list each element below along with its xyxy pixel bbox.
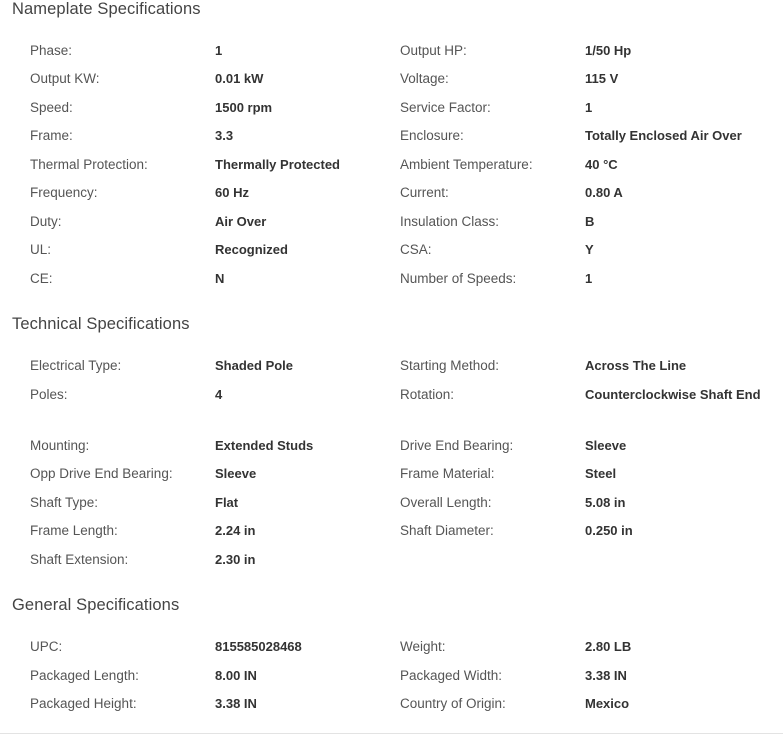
spec-value: Recognized xyxy=(215,242,288,257)
spec-row xyxy=(0,125,783,151)
spec-value: 2.80 LB xyxy=(585,639,632,654)
spec-value: 1 xyxy=(585,271,593,286)
spec-label: Drive End Bearing: xyxy=(400,438,514,453)
spec-value: Air Over xyxy=(215,214,267,229)
spec-value: 3.3 xyxy=(215,128,234,143)
spec-row xyxy=(0,636,783,662)
spec-value: 0.01 kW xyxy=(215,71,264,86)
spec-label: Overall Length: xyxy=(400,495,492,510)
spec-label: Rotation: xyxy=(400,387,455,402)
spec-label: Speed: xyxy=(30,100,73,115)
spec-value: B xyxy=(585,214,595,229)
spec-label: Starting Method: xyxy=(400,358,500,373)
spec-row xyxy=(0,40,783,66)
spec-label: Phase: xyxy=(30,43,73,58)
spec-value: Steel xyxy=(585,466,617,481)
spec-label: Electrical Type: xyxy=(30,358,122,373)
nameplate-section-title: Nameplate Specifications xyxy=(12,0,201,18)
spec-value: 1 xyxy=(585,100,593,115)
spec-value: Extended Studs xyxy=(215,438,314,453)
spec-value: Mexico xyxy=(585,696,630,711)
spec-label: Opp Drive End Bearing: xyxy=(30,466,173,481)
spec-value: 0.250 in xyxy=(585,523,633,538)
spec-label: Output HP: xyxy=(400,43,467,58)
spec-label: Poles: xyxy=(30,387,68,402)
spec-value: Counterclockwise Shaft End xyxy=(585,387,761,402)
spec-value: 1/50 Hp xyxy=(585,43,632,58)
spec-row xyxy=(0,239,783,265)
spec-value: 2.24 in xyxy=(215,523,256,538)
spec-label: CE: xyxy=(30,271,53,286)
spec-value: Shaded Pole xyxy=(215,358,294,373)
spec-value: 3.38 IN xyxy=(215,696,257,711)
spec-value: 1500 rpm xyxy=(215,100,273,115)
spec-value: N xyxy=(215,271,225,286)
spec-value: Sleeve xyxy=(215,466,257,481)
spec-row xyxy=(0,384,783,410)
spec-row xyxy=(0,492,783,518)
spec-value: Across The Line xyxy=(585,358,687,373)
spec-label: Shaft Diameter: xyxy=(400,523,494,538)
spec-value: Thermally Protected xyxy=(215,157,340,172)
spec-label: Shaft Extension: xyxy=(30,552,129,567)
spec-value: 115 V xyxy=(585,71,619,86)
spec-label: Service Factor: xyxy=(400,100,491,115)
spec-value: Flat xyxy=(215,495,239,510)
spec-value: 8.00 IN xyxy=(215,668,257,683)
spec-value: 2.30 in xyxy=(215,552,256,567)
spec-value: 1 xyxy=(215,43,223,58)
spec-row xyxy=(0,520,783,546)
technical-section-title: Technical Specifications xyxy=(12,315,190,333)
spec-row xyxy=(0,97,783,123)
spec-value: 815585028468 xyxy=(215,639,302,654)
spec-label: Current: xyxy=(400,185,449,200)
spec-value: Sleeve xyxy=(585,438,627,453)
spec-label: Mounting: xyxy=(30,438,90,453)
spec-row xyxy=(0,355,783,381)
spec-label: Output KW: xyxy=(30,71,100,86)
spec-label: CSA: xyxy=(400,242,432,257)
spec-label: Thermal Protection: xyxy=(30,157,148,172)
bottom-divider xyxy=(0,733,783,734)
spec-row xyxy=(0,463,783,489)
spec-label: Country of Origin: xyxy=(400,696,506,711)
spec-value: 40 °C xyxy=(585,157,618,172)
spec-row xyxy=(0,549,783,575)
spec-label: Number of Speeds: xyxy=(400,271,517,286)
spec-row xyxy=(0,268,783,294)
spec-value: 4 xyxy=(215,387,223,402)
spec-value: 5.08 in xyxy=(585,495,626,510)
spec-label: UL: xyxy=(30,242,52,257)
spec-label: Weight: xyxy=(400,639,446,654)
general-section-title: General Specifications xyxy=(12,596,180,614)
spec-label: Voltage: xyxy=(400,71,449,86)
spec-value: 60 Hz xyxy=(215,185,249,200)
spec-label: Enclosure: xyxy=(400,128,464,143)
spec-row xyxy=(0,665,783,691)
spec-row xyxy=(0,154,783,180)
spec-label: Packaged Width: xyxy=(400,668,503,683)
spec-label: Packaged Height: xyxy=(30,696,137,711)
spec-value: 0.80 A xyxy=(585,185,623,200)
spec-label: Frequency: xyxy=(30,185,98,200)
spec-row xyxy=(0,435,783,461)
spec-row xyxy=(0,211,783,237)
spec-label: Ambient Temperature: xyxy=(400,157,533,172)
spec-value: 3.38 IN xyxy=(585,668,627,683)
spec-row xyxy=(0,693,783,719)
spec-value: Y xyxy=(585,242,594,257)
spec-label: Frame Material: xyxy=(400,466,495,481)
spec-row xyxy=(0,68,783,94)
spec-label: Shaft Type: xyxy=(30,495,99,510)
spec-label: Duty: xyxy=(30,214,62,229)
spec-label: Packaged Length: xyxy=(30,668,139,683)
spec-label: UPC: xyxy=(30,639,63,654)
spec-label: Frame: xyxy=(30,128,73,143)
spec-row xyxy=(0,182,783,208)
spec-value: Totally Enclosed Air Over xyxy=(585,128,742,143)
spec-label: Insulation Class: xyxy=(400,214,500,229)
spec-label: Frame Length: xyxy=(30,523,118,538)
